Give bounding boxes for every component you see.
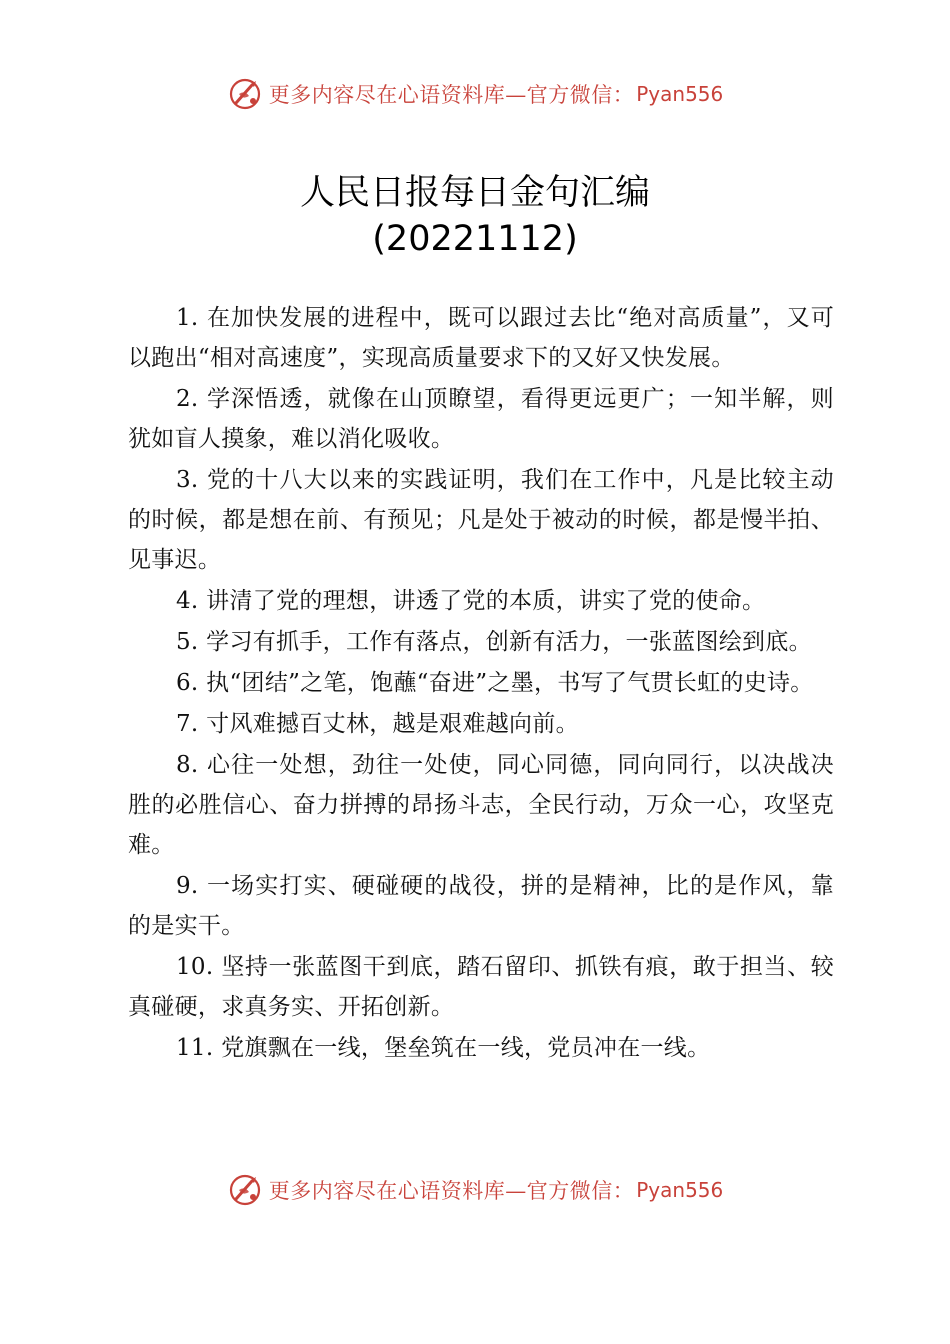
quote-item-5: 5. 学习有抓手，工作有落点，创新有活力，一张蓝图绘到底。 xyxy=(176,629,812,655)
quote-item-11: 11. 党旗飘在一线，堡垒筑在一线，党员冲在一线。 xyxy=(176,1035,711,1061)
quote-item-10: 10. 坚持一张蓝图干到底，踏石留印、抓铁有痕，敢于担当、较真碰硬，求真务实、开拓创新。 xyxy=(128,954,834,1020)
quote-list xyxy=(128,298,834,1069)
title-line-1: 人民日报每日金句汇编 xyxy=(299,173,650,213)
page-title xyxy=(0,170,950,262)
quote-item-3: 3. 党的十八大以来的实践证明，我们在工作中，凡是比较主动的时候，都是想在前、有预见；凡是处于被动的时候，都是慢半拍、见事迟。 xyxy=(128,467,834,573)
footer-banner xyxy=(0,1170,950,1210)
pen-seal-icon xyxy=(227,76,263,112)
wechat-id: Pyan556 xyxy=(636,1178,724,1202)
banner-text: 更多内容尽在心语资料库—官方微信： xyxy=(268,1179,635,1203)
quote-item-9: 9. 一场实打实、硬碰硬的战役，拼的是精神，比的是作风，靠的是实干。 xyxy=(128,873,834,939)
wechat-id: Pyan556 xyxy=(636,82,724,106)
title-line-2: (20221112) xyxy=(372,219,578,259)
quote-item-4: 4. 讲清了党的理想，讲透了党的本质，讲实了党的使命。 xyxy=(176,588,766,614)
header-banner xyxy=(0,74,950,114)
quote-item-1: 1. 在加快发展的进程中，既可以跟过去比“绝对高质量”，又可以跑出“相对高速度”，实现高质量要求下的又好又快发展。 xyxy=(128,305,834,371)
quote-item-7: 7. 寸风难撼百丈林，越是艰难越向前。 xyxy=(176,711,579,737)
pen-seal-icon xyxy=(227,1172,263,1208)
quote-item-6: 6. 执“团结”之笔，饱蘸“奋进”之墨，书写了气贯长虹的史诗。 xyxy=(176,670,814,696)
banner-text: 更多内容尽在心语资料库—官方微信： xyxy=(268,83,635,107)
quote-item-8: 8. 心往一处想，劲往一处使，同心同德，同向同行，以决战决胜的必胜信心、奋力拼搏的昂扬斗志，全民行动，万众一心，攻坚克难。 xyxy=(128,752,834,858)
quote-item-2: 2. 学深悟透，就像在山顶瞭望，看得更远更广；一知半解，则犹如盲人摸象，难以消化吸收。 xyxy=(128,386,834,452)
